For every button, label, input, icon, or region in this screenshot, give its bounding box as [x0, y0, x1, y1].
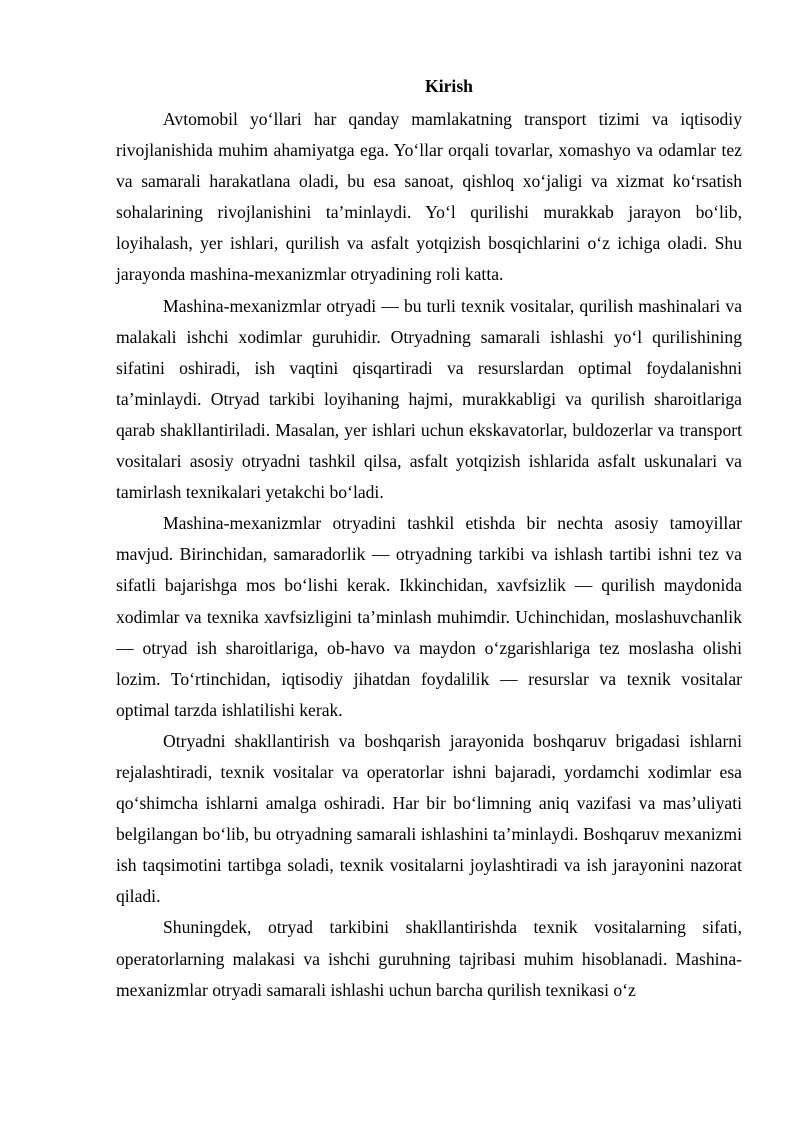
paragraph-1: Avtomobil yo‘llari har qanday mamlakatning transport tizimi va iqtisodiy rivojlanishida muhim ahamiyatga ega. Yo‘llar orqali tovarlar, xomashyo va odamlar tez va samarali harakatlana oladi, bu esa sanoat, qishloq xo‘jaligi va xizmat ko‘rsatish sohalarining rivojlanishini ta’minlaydi. Yo‘l qurilishi murakkab jarayon bo‘lib, loyihalash, yer ishlari, qurilish va asfalt yotqizish bosqichlarini o‘z ichiga oladi. Shu jarayonda mashina-mexanizmlar otryadining roli katta.: [116, 109, 742, 285]
paragraph-5: Shuningdek, otryad tarkibini shakllantirishda texnik vositalarning sifati, operatorlarning malakasi va ishchi guruhning tajribasi muhim hisoblanadi. Mashina-mexanizmlar otryadi samarali ishlashi uchun barcha qurilish texnikasi o‘z: [116, 917, 742, 1000]
section-title: Kirish: [425, 76, 473, 96]
paragraph-3: Mashina-mexanizmlar otryadini tashkil etishda bir nechta asosiy tamoyillar mavjud. Birinchidan, samaradorlik — otryadning tarkibi va ishlash tartibi ishni tez va sifatli bajarishga mos bo‘lishi kerak. Ikkinchidan, xavfsizlik — qurilish maydonida xodimlar va texnika xavfsizligini ta’minlash muhimdir. Uchinchidan, moslashuvchanlik — otryad ish sharoitlariga, ob-havo va maydon o‘zgarishlariga tez moslasha olishi lozim. To‘rtinchidan, iqtisodiy jihatdan foydalilik — resurslar va texnik vositalar optimal tarzda ishlatilishi kerak.: [116, 513, 742, 720]
paragraph-4: Otryadni shakllantirish va boshqarish jarayonida boshqaruv brigadasi ishlarni rejalashtiradi, texnik vositalar va operatorlar ishni bajaradi, yordamchi xodimlar esa qo‘shimcha ishlarni amalga oshiradi. Har bir bo‘limning aniq vazifasi va mas’uliyati belgilangan bo‘lib, bu otryadning samarali ishlashini ta’minlaydi. Boshqaruv mexanizmi ish taqsimotini tartibga soladi, texnik vositalarni joylashtiradi va ish jarayonini nazorat qiladi.: [116, 730, 742, 907]
paragraph-2: Mashina-mexanizmlar otryadi — bu turli texnik vositalar, qurilish mashinalari va malakali ishchi xodimlar guruhidir. Otryadning samarali ishlashi yo‘l qurilishining sifatini oshiradi, ish vaqtini qisqartiradi va resurslardan optimal foydalanishni ta’minlaydi. Otryad tarkibi loyihaning hajmi, murakkabligi va qurilish sharoitlariga qarab shakllantiriladi. Masalan, yer ishlari uchun ekskavatorlar, buldozerlar va transport vositalari asosiy otryadni tashkil qilsa, asfalt yotqizish ishlarida asfalt uskunalari va tamirlash texnikalari yetakchi bo‘ladi.: [116, 295, 742, 503]
document-body: [116, 72, 742, 1006]
